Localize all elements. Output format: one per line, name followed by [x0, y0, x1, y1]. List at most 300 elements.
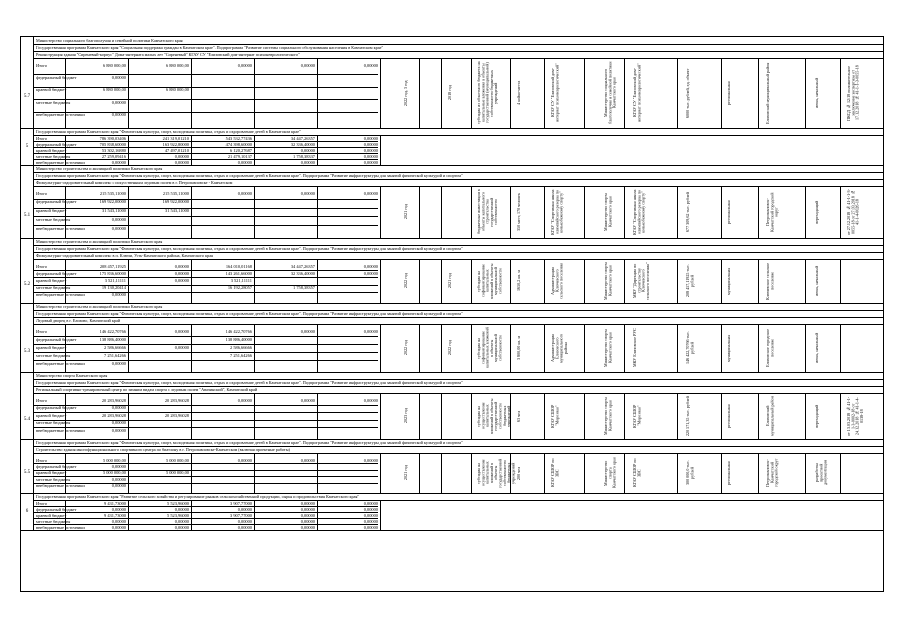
- row-label: местные бюджеты: [36, 420, 71, 426]
- column-divider: [510, 324, 511, 372]
- vertical-cell-text: муниципальная: [726, 334, 731, 362]
- column-divider: [441, 58, 442, 128]
- row-label: внебюджетные источники: [36, 360, 85, 366]
- table-cell-value: 0,00000: [174, 159, 189, 165]
- column-divider: [191, 135, 192, 165]
- column-divider: [544, 324, 545, 372]
- section-header-line: Министерство строительства и жилищной политики Камчатского края: [36, 238, 163, 244]
- table-cell-value: 138 886,40000: [99, 336, 126, 342]
- table-cell-value: 20 283,96028: [164, 412, 189, 418]
- column-divider: [510, 259, 511, 303]
- column-divider: [805, 58, 806, 128]
- table-cell-value: 0,00000: [111, 506, 126, 512]
- column-divider: [380, 186, 381, 238]
- table-cell-value: 2 586,66666: [230, 344, 252, 350]
- vertical-cell-text: 2022 год: [403, 273, 408, 289]
- table-cell-value: 0,00000: [174, 518, 189, 524]
- table-section: [21, 37, 883, 128]
- table-cell-value: 0,00000: [363, 518, 378, 524]
- table-cell-value: 6 880 000,00: [102, 62, 126, 68]
- table-cell-value: 0,00000: [363, 328, 378, 334]
- column-divider: [254, 324, 255, 372]
- table-cell-value: 0,00000: [363, 147, 378, 153]
- column-divider: [191, 58, 192, 128]
- column-divider: [721, 186, 722, 238]
- column-divider: [380, 500, 381, 530]
- table-cell-value: 20 283,96028: [101, 412, 126, 418]
- column-divider: [544, 453, 545, 493]
- table-section: [21, 128, 883, 165]
- vertical-cell-text: КГАУ СУ "Елизовский дом-интернат психоневрологический": [632, 63, 642, 123]
- column-divider: [317, 58, 318, 128]
- row-label: внебюджетные источники: [36, 159, 85, 165]
- vertical-cell-text: 2021 год: [403, 204, 408, 220]
- table-cell-value: 0,00000: [363, 512, 378, 518]
- vertical-cell-text: 200 чел: [516, 466, 521, 480]
- table-cell-value: 0,00000: [300, 506, 315, 512]
- column-divider: [471, 186, 472, 238]
- section-header-line: Строительство здания многофункционального спортивного центра по биатлону в г. Петропавловске-Камчатском (включая проектные работы): [36, 446, 290, 452]
- vertical-cell-text: 300 000,0 тыс. рублей: [685, 460, 695, 486]
- column-divider: [128, 500, 129, 530]
- row-label: федеральный бюджет: [36, 141, 77, 147]
- vertical-cell-text: 2023 год: [403, 408, 408, 424]
- table-cell-value: 0,00000: [111, 463, 126, 469]
- row-label: Итого: [36, 397, 48, 403]
- table-cell-value: 31 543,11000: [102, 208, 126, 214]
- table-cell-value: 164 010,01168: [225, 263, 252, 269]
- vertical-cell-text: субсидия на софинансирование капитальных вложений в объекты муниципальной собственности: [476, 263, 503, 299]
- vertical-cell-text: 350 мест, 170 человек: [516, 193, 521, 231]
- table-cell-value: 3 521,11111: [230, 277, 252, 283]
- section-header-line: Реконструкция здания "Сиреневый-корпус" Дома-интерната малых лет "Сиреневый" КГАУ СУ "Елизовский дом-интернат психоневрологического": [36, 51, 300, 57]
- section-header-line: Государственная программа Камчатского края "Физическая культура, спорт, молодежная политика, отдых и оздоровление детей в Камчатском крае". Подпрограмма "Развитие инфраструктуры для занятий физической культурой и спортом": [36, 439, 463, 445]
- column-divider: [677, 324, 678, 372]
- column-divider: [65, 500, 66, 530]
- vertical-cell-text: 3 800,00 кв. м: [516, 336, 521, 360]
- column-divider: [128, 453, 129, 493]
- row-label: краевой бюджет: [36, 208, 67, 214]
- vertical-cell-text: КГАУ СШОР "Морозная": [632, 404, 642, 428]
- table-cell-value: 0,00000: [363, 263, 378, 269]
- column-divider: [65, 186, 66, 238]
- column-divider: [805, 393, 806, 439]
- row-label: местные бюджеты: [36, 352, 71, 358]
- row-label: внебюджетные источники: [36, 427, 85, 433]
- table-cell-value: 0,00000: [363, 141, 378, 147]
- column-divider: [441, 393, 442, 439]
- table-cell-value: 0,00000: [237, 159, 252, 165]
- table-cell-value: 0,00000: [300, 397, 315, 403]
- section-header-line: Физкультурно-оздоровительный комплекс в п. Ключи, Усть-Камчатского района, Камчатского края: [36, 252, 213, 258]
- column-divider: [441, 324, 442, 372]
- row-label: Итого: [36, 135, 48, 141]
- column-divider: [128, 393, 129, 439]
- row-label: внебюджетные источники: [36, 292, 85, 298]
- table-cell-value: 215 535,11000: [99, 190, 126, 196]
- table-cell-value: 1 758,38357: [293, 285, 315, 291]
- table-cell-value: 1 758,38337: [293, 153, 315, 159]
- column-divider: [317, 324, 318, 372]
- vertical-cell-text: от 27.12.2018 № 41-1-1-3-0055-18 от 27.03.2018 № 41-1-4-0026-18: [846, 189, 860, 235]
- table-cell-value: 215 535,11000: [162, 190, 189, 196]
- vertical-cell-text: переходящий: [814, 200, 819, 224]
- table-cell-value: 0,00000: [111, 476, 126, 482]
- section-header-line: Ледовый дворец в г. Елизово, Камчатский край: [36, 317, 121, 323]
- row-label: Итого: [36, 500, 48, 506]
- column-divider: [128, 259, 129, 303]
- column-divider: [128, 324, 129, 372]
- table-cell-value: 0,00000: [363, 500, 378, 506]
- vertical-cell-text: МКУ "Дирекция по строительству Ключевского сельского поселения": [632, 262, 650, 300]
- column-divider: [677, 58, 678, 128]
- vertical-cell-text: июнь, начальный: [814, 265, 819, 297]
- column-divider: [584, 58, 585, 128]
- section-number: 5.2: [23, 281, 31, 287]
- row-label: федеральный бюджет: [36, 336, 77, 342]
- section-header-line: Министерство спорта Камчатского края: [36, 372, 108, 378]
- column-divider: [510, 186, 511, 238]
- column-divider: [254, 135, 255, 165]
- column-divider: [441, 453, 442, 493]
- section-number-divider: [33, 165, 34, 238]
- column-divider: [471, 324, 472, 372]
- section-header-line: Государственная программа Камчатского края "Физическая культура, спорт, молодежная политика, отдых и оздоровление детей в Камчатском крае". Подпрограмма "Развитие инфраструктуры для занятий физической культурой и спортом": [36, 172, 463, 178]
- column-divider: [191, 453, 192, 493]
- table-cell-value: 27 259,09416: [101, 153, 126, 159]
- section-number: 5.7: [23, 93, 31, 99]
- table-cell-value: 0,00000: [237, 524, 252, 530]
- column-divider: [191, 393, 192, 439]
- table-cell-value: 19 130,20414: [101, 285, 126, 291]
- table-cell-value: 0,00000: [300, 328, 315, 334]
- column-divider: [254, 186, 255, 238]
- table-cell-value: 0,00000: [237, 190, 252, 196]
- vertical-cell-text: КГАУ "Спортивная школа олимпийского резерва по конькобежному спорту": [632, 189, 646, 235]
- vertical-cell-text: 6000 тыс. рублей, ед. объект: [685, 68, 690, 118]
- vertical-cell-text: Елизовский муниципальный район: [765, 396, 775, 436]
- table-cell-value: 0,00000: [300, 190, 315, 196]
- table-cell-value: 0,00000: [237, 518, 252, 524]
- column-divider: [721, 259, 722, 303]
- column-divider: [544, 186, 545, 238]
- column-divider: [317, 453, 318, 493]
- column-divider: [191, 186, 192, 238]
- table-cell-value: 53 302,16880: [101, 147, 126, 153]
- vertical-cell-text: Елизовский муниципальный район: [765, 62, 770, 124]
- table-cell-value: 0,00000: [300, 159, 315, 165]
- vertical-cell-text: КГАУ СУ "Елизовский дом-интернат психоневрологический": [550, 63, 560, 123]
- table-cell-value: 0,00000: [300, 524, 315, 530]
- section-header-line: Государственная программа Камчатского края "Социальная поддержка граждан в Камчатском крае". Подпрограмма "Развитие системы социального обслуживания населения в Камчатском крае": [36, 44, 384, 50]
- column-divider: [191, 500, 192, 530]
- table-cell-value: 5 523,96000: [167, 512, 189, 518]
- table-cell-value: 0,00000: [111, 74, 126, 80]
- table-cell-value: 6 880 000,00: [102, 87, 126, 93]
- table-cell-value: 9 431,73000: [104, 512, 126, 518]
- vertical-cell-text: ПКСД № 12/18 положительное заключение экспертизы от 17.12.2018 № 41-1-1-3-0055-18: [846, 65, 860, 121]
- row-label: внебюджетные источники: [36, 225, 85, 231]
- row-label: краевой бюджет: [36, 412, 67, 418]
- table-cell-value: 543 532,77436: [225, 135, 252, 141]
- column-divider: [441, 186, 442, 238]
- table-cell-value: 0,00000: [363, 62, 378, 68]
- column-divider: [805, 186, 806, 238]
- row-label: краевой бюджет: [36, 87, 67, 93]
- vertical-cell-text: 220 571,35 тыс. рублей: [685, 396, 690, 436]
- table-cell-value: 0,00000: [237, 397, 252, 403]
- table-cell-value: 34 447,26357: [290, 135, 315, 141]
- row-label: федеральный бюджет: [36, 199, 77, 205]
- section-header-line: Министерство строительства и жилищной политики Камчатского края: [36, 303, 163, 309]
- table-cell-value: 474 398,60000: [225, 141, 252, 147]
- section-header-line: Государственная программа Камчатского края "Физическая культура, спорт, молодежная политика, отдых и оздоровление детей в Камчатском крае". Подпрограмма "Развитие инфраструктуры для занятий физической культурой и спортом": [36, 310, 463, 316]
- table-cell-value: 2 586,66666: [104, 344, 126, 350]
- table-cell-value: 0,00000: [237, 457, 252, 463]
- column-divider: [254, 58, 255, 128]
- column-divider: [544, 259, 545, 303]
- column-divider: [380, 393, 381, 439]
- vertical-cell-text: региональная: [726, 461, 731, 485]
- table-cell-value: 786 390,03406: [99, 135, 126, 141]
- header-rule: [33, 453, 883, 454]
- vertical-cell-text: КГАУ "Спортивная школа олимпийского резерва по конькобежному спорту": [550, 189, 564, 235]
- table-cell-value: 5 000 000,00: [102, 470, 126, 476]
- table-cell-value: 138 886,40000: [225, 336, 252, 342]
- header-rule: [33, 259, 883, 260]
- column-divider: [317, 135, 318, 165]
- column-divider: [65, 324, 66, 372]
- row-label: федеральный бюджет: [36, 405, 77, 411]
- section-number: 5.3: [23, 348, 31, 354]
- column-divider: [254, 500, 255, 530]
- row-label: внебюджетные источники: [36, 524, 85, 530]
- table-cell-value: 143 261,66000: [225, 270, 252, 276]
- row-label: местные бюджеты: [36, 476, 71, 482]
- row-label: местные бюджеты: [36, 518, 71, 524]
- row-label: Итого: [36, 263, 48, 269]
- table-cell-value: 0,00000: [111, 225, 126, 231]
- vertical-cell-text: Министерство спорта Камчатского края: [603, 329, 613, 367]
- vertical-cell-text: Министерство социального благополучия и семейной политики Камчатского края: [603, 61, 617, 125]
- section-number: 5.5: [23, 470, 31, 475]
- table-cell-value: 146 422,70766: [99, 328, 126, 334]
- table-cell-value: 0,00000: [363, 397, 378, 403]
- column-divider: [65, 58, 66, 128]
- column-divider: [191, 259, 192, 303]
- column-divider: [805, 453, 806, 493]
- table-cell-value: 5 523,96000: [167, 500, 189, 506]
- header-rule: [33, 186, 883, 187]
- table-cell-value: 9 431,73000: [104, 500, 126, 506]
- vertical-cell-text: 2018 год: [447, 85, 452, 101]
- column-divider: [584, 453, 585, 493]
- column-divider: [805, 259, 806, 303]
- section-header-line: Региональный спортивно-тренировочный центр по зимним видам спорта с ледовым полем "Авачинский", Камчатский край: [36, 386, 258, 392]
- vertical-cell-text: муниципальная: [726, 267, 731, 295]
- column-divider: [721, 58, 722, 128]
- table-cell-value: 241 319,01210: [162, 135, 189, 141]
- vertical-cell-text: 677 309,62 тыс. рублей: [685, 192, 690, 232]
- table-cell-value: 31 543,11000: [165, 208, 189, 214]
- table-cell-value: 0,00000: [111, 216, 126, 222]
- column-divider: [721, 393, 722, 439]
- vertical-cell-text: Петропавловск-Камчатский городской округ: [765, 192, 779, 232]
- column-divider: [65, 453, 66, 493]
- table-cell-value: 5 000 000,00: [102, 457, 126, 463]
- vertical-cell-text: разработка проектной документации: [814, 460, 828, 486]
- header-rule: [33, 393, 883, 394]
- vertical-cell-text: КГАУ СШОР "Морозная": [550, 404, 560, 428]
- table-cell-value: 0,00000: [237, 62, 252, 68]
- table-cell-value: 34 447,26357: [290, 263, 315, 269]
- table-cell-value: 16 192,28057: [227, 285, 252, 291]
- column-divider: [677, 259, 678, 303]
- row-label: местные бюджеты: [36, 99, 71, 105]
- vertical-cell-text: Министерство спорта Камчатского края: [603, 457, 617, 489]
- table-cell-value: 20 283,96028: [101, 397, 126, 403]
- column-divider: [758, 324, 759, 372]
- vertical-cell-text: от 13.03.2018 № 41-1-1-3-0002-18 от 24.12.2018 № 41-1-4-0138-18: [846, 396, 864, 436]
- vertical-cell-text: МКУ Елизовское РУС: [632, 328, 637, 368]
- column-divider: [840, 186, 841, 238]
- vertical-cell-text: субсидия из областного бюджета на капитальные вложения в объекты государственной (муниципальной) собственности бюджетных учреждений: [476, 61, 499, 125]
- column-divider: [65, 259, 66, 303]
- column-divider: [471, 393, 472, 439]
- table-cell-value: 0,00000: [363, 190, 378, 196]
- column-divider: [380, 324, 381, 372]
- table-cell-value: 0,00000: [111, 483, 126, 489]
- vertical-cell-text: региональная: [726, 81, 731, 105]
- row-label: краевой бюджет: [36, 512, 67, 518]
- vertical-cell-text: бюджетные инвестиции в объекты капитального строительства государственной собственности: [476, 189, 499, 235]
- row-label: внебюджетные источники: [36, 483, 85, 489]
- section-header-line: Государственная программа Камчатского края "Развитие сельского хозяйства и регулирование рынков сельскохозяйственной продукции, сырья и продовольствия Камчатского края": [36, 493, 360, 499]
- table-cell-value: 6 880 000,00: [165, 87, 189, 93]
- table-section: [21, 238, 883, 303]
- column-divider: [758, 453, 759, 493]
- vertical-cell-text: июнь, начальный: [814, 77, 819, 109]
- vertical-cell-text: региональная: [726, 200, 731, 224]
- vertical-cell-text: 2021 год: [447, 273, 452, 289]
- table-cell-value: 0,00000: [174, 277, 189, 283]
- table-cell-value: 0,00000: [111, 360, 126, 366]
- section-number-divider: [33, 439, 34, 493]
- table-cell-value: 0,00000: [363, 159, 378, 165]
- vertical-cell-text: КГАУ СШОР по ЗВС: [550, 458, 560, 488]
- table-cell-value: 0,00000: [300, 147, 315, 153]
- vertical-cell-text: региональная: [726, 404, 731, 428]
- column-divider: [840, 259, 841, 303]
- section-header-line: Физкультурно-оздоровительный комплекс с искусственным ледовым полем в г. Петропавловске - Камчатском: [36, 179, 233, 185]
- column-divider: [317, 393, 318, 439]
- column-divider: [441, 259, 442, 303]
- column-divider: [677, 453, 678, 493]
- section-number: 5: [25, 143, 29, 149]
- row-label: краевой бюджет: [36, 277, 67, 283]
- column-divider: [721, 324, 722, 372]
- column-divider: [380, 453, 381, 493]
- column-divider: [317, 500, 318, 530]
- vertical-cell-text: июнь, начальный: [814, 332, 819, 364]
- table-cell-value: 7 251,64266: [104, 352, 126, 358]
- row-label: Итого: [36, 457, 48, 463]
- section-header-line: Министерство социального благополучия и семейной политики Камчатского края: [36, 37, 183, 43]
- table-cell-value: 0,00000: [363, 506, 378, 512]
- section-header-line: Государственная программа Камчатского края "Физическая культура, спорт, молодежная политика, отдых и оздоровление детей в Камчатском крае": [36, 128, 301, 134]
- table-cell-value: 146 422,70766: [225, 328, 252, 334]
- table-cell-value: 0,00000: [363, 457, 378, 463]
- table-cell-value: 6 120,27687: [230, 147, 252, 153]
- table-cell-value: 3 907,77000: [230, 500, 252, 506]
- table-cell-value: 0,00000: [111, 292, 126, 298]
- table-cell-value: 0,00000: [237, 506, 252, 512]
- table-cell-value: 705 838,60000: [99, 141, 126, 147]
- section-number: 6: [25, 508, 29, 514]
- table-cell-value: 0,00000: [174, 328, 189, 334]
- column-divider: [758, 58, 759, 128]
- budget-table-sheet: [20, 36, 884, 592]
- vertical-cell-text: Министерство спорта Камчатского края: [603, 397, 613, 435]
- table-cell-value: 0,00000: [111, 524, 126, 530]
- vertical-cell-text: Ключевское сельское поселение: [765, 262, 775, 300]
- table-cell-value: 3 521,11111: [104, 277, 126, 283]
- table-cell-value: 7 251,64266: [230, 352, 252, 358]
- table-cell-value: 0,00000: [363, 153, 378, 159]
- header-rule: [33, 58, 883, 59]
- table-cell-value: 5 000 000,00: [165, 470, 189, 476]
- column-divider: [65, 393, 66, 439]
- column-divider: [128, 186, 129, 238]
- table-cell-value: 0,00000: [174, 344, 189, 350]
- vertical-cell-text: Петропавловск-Камчатский городской округ: [765, 458, 779, 488]
- column-divider: [758, 186, 759, 238]
- table-cell-value: 6 880 000,00: [165, 62, 189, 68]
- column-divider: [254, 259, 255, 303]
- table-cell-value: 169 922,00000: [162, 199, 189, 205]
- row-label: федеральный бюджет: [36, 270, 77, 276]
- column-divider: [254, 393, 255, 439]
- vertical-cell-text: 1650,2 кв. м: [516, 270, 521, 292]
- column-divider: [584, 393, 585, 439]
- row-label: местные бюджеты: [36, 216, 71, 222]
- column-divider: [254, 453, 255, 493]
- vertical-cell-text: субсидия на осуществление капитальных вложений в объекты государственной собственности бюджетных учреждений: [476, 398, 512, 434]
- table-cell-value: 169 922,00000: [99, 199, 126, 205]
- column-divider: [758, 259, 759, 303]
- table-cell-value: 0,00000: [111, 159, 126, 165]
- row-label: Итого: [36, 62, 48, 68]
- section-number: 5.4: [23, 416, 31, 422]
- column-divider: [380, 58, 381, 128]
- column-divider: [317, 186, 318, 238]
- table-section: [21, 303, 883, 372]
- column-divider: [191, 324, 192, 372]
- table-cell-value: 3 907,77000: [230, 512, 252, 518]
- column-divider: [584, 186, 585, 238]
- vertical-cell-text: 2022 год: [403, 340, 408, 356]
- column-divider: [380, 135, 381, 165]
- table-cell-value: 0,00000: [300, 518, 315, 524]
- column-divider: [128, 135, 129, 165]
- row-label: федеральный бюджет: [36, 506, 77, 512]
- row-label: федеральный бюджет: [36, 463, 77, 469]
- vertical-cell-text: Министерство спорта Камчатского края: [603, 262, 613, 300]
- column-divider: [128, 58, 129, 128]
- table-cell-value: 0,00000: [174, 153, 189, 159]
- row-label: Итого: [36, 190, 48, 196]
- section-number-divider: [33, 303, 34, 372]
